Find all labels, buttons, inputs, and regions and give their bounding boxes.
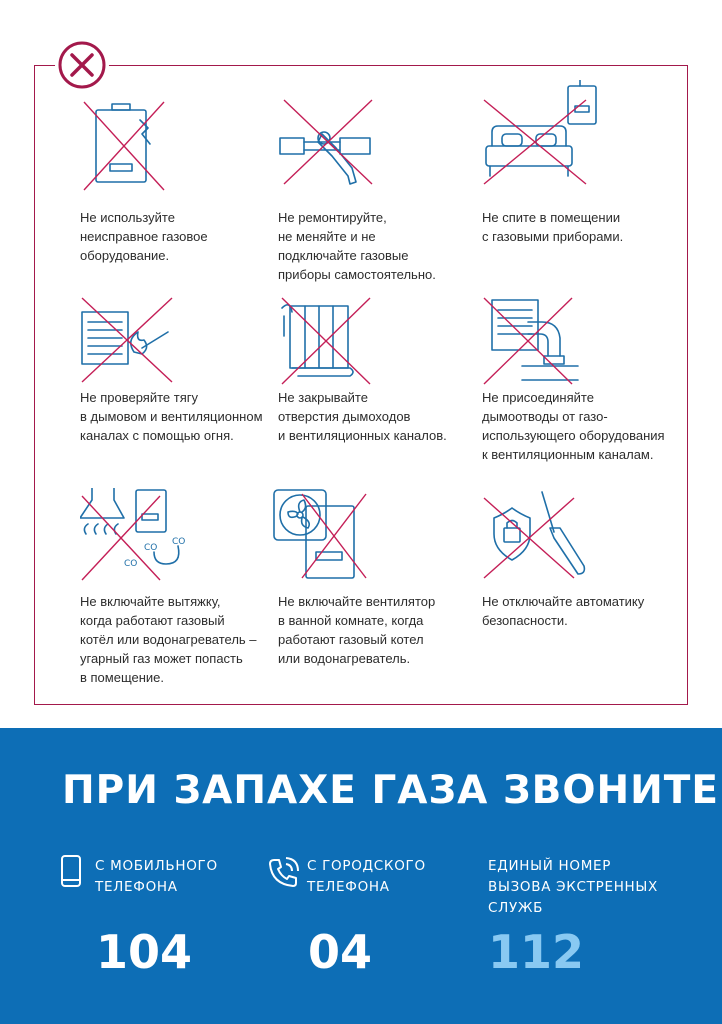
vent-cover-icon <box>278 296 398 396</box>
mobile-phone-icon <box>60 854 82 888</box>
mobile-phone-number[interactable]: 104 <box>96 925 193 979</box>
mobile-phone-column <box>95 856 218 898</box>
co-label: CO <box>172 537 186 547</box>
rule-text: Не включайте вентилятор в ванной комнате, когда работают газовый котел или водонагреватель. <box>278 594 436 666</box>
vent-pipe-icon <box>482 296 602 396</box>
emergency-column <box>488 856 658 919</box>
landline-phone-icon <box>268 856 300 888</box>
shield-screwdriver-icon <box>482 488 602 588</box>
prohibition-badge <box>55 38 109 92</box>
vent-match-icon <box>80 296 200 396</box>
wrench-pipe-icon <box>278 98 398 198</box>
co-label: CO <box>124 559 138 569</box>
footer-title: ПРИ ЗАПАХЕ ГАЗА ЗВОНИТЕ <box>62 768 720 813</box>
rule-text: Не ремонтируйте, не меняйте и не подключайте газовые приборы самостоятельно. <box>278 210 436 282</box>
rule-text: Не проверяйте тягу в дымовом и вентиляционном каналах с помощью огня. <box>80 390 263 443</box>
rule-text: Не включайте вытяжку, когда работают газовый котёл или водонагреватель – угарный газ может попасть в помещение. <box>80 594 257 685</box>
emergency-number[interactable]: 112 <box>488 925 585 979</box>
co-label: CO <box>144 543 158 553</box>
emergency-label: ЕДИНЫЙ НОМЕР ВЫЗОВА ЭКСТРЕННЫХ СЛУЖБ <box>488 858 658 916</box>
mobile-phone-label: С МОБИЛЬНОГО ТЕЛЕФОНА <box>95 858 218 895</box>
rule-text: Не закрывайте отверстия дымоходов и вентиляционных каналов. <box>278 390 447 443</box>
broken-boiler-icon <box>80 98 200 198</box>
rule-text: Не отключайте автоматику безопасности. <box>482 594 645 628</box>
rule-text: Не спите в помещении с газовыми приборами. <box>482 210 624 244</box>
bed-boiler-icon <box>482 80 612 192</box>
hood-co-icon <box>80 488 200 588</box>
landline-phone-label: С ГОРОДСКОГО ТЕЛЕФОНА <box>307 858 426 895</box>
landline-phone-column <box>307 856 426 898</box>
prohibition-x-icon <box>55 38 109 92</box>
landline-phone-number[interactable]: 04 <box>308 925 373 979</box>
rule-text: Не используйте неисправное газовое оборудование. <box>80 210 208 263</box>
rule-text: Не присоединяйте дымоотводы от газо- использующего оборудования к вентиляционным каналам. <box>482 390 665 462</box>
fan-boiler-icon <box>272 488 392 588</box>
